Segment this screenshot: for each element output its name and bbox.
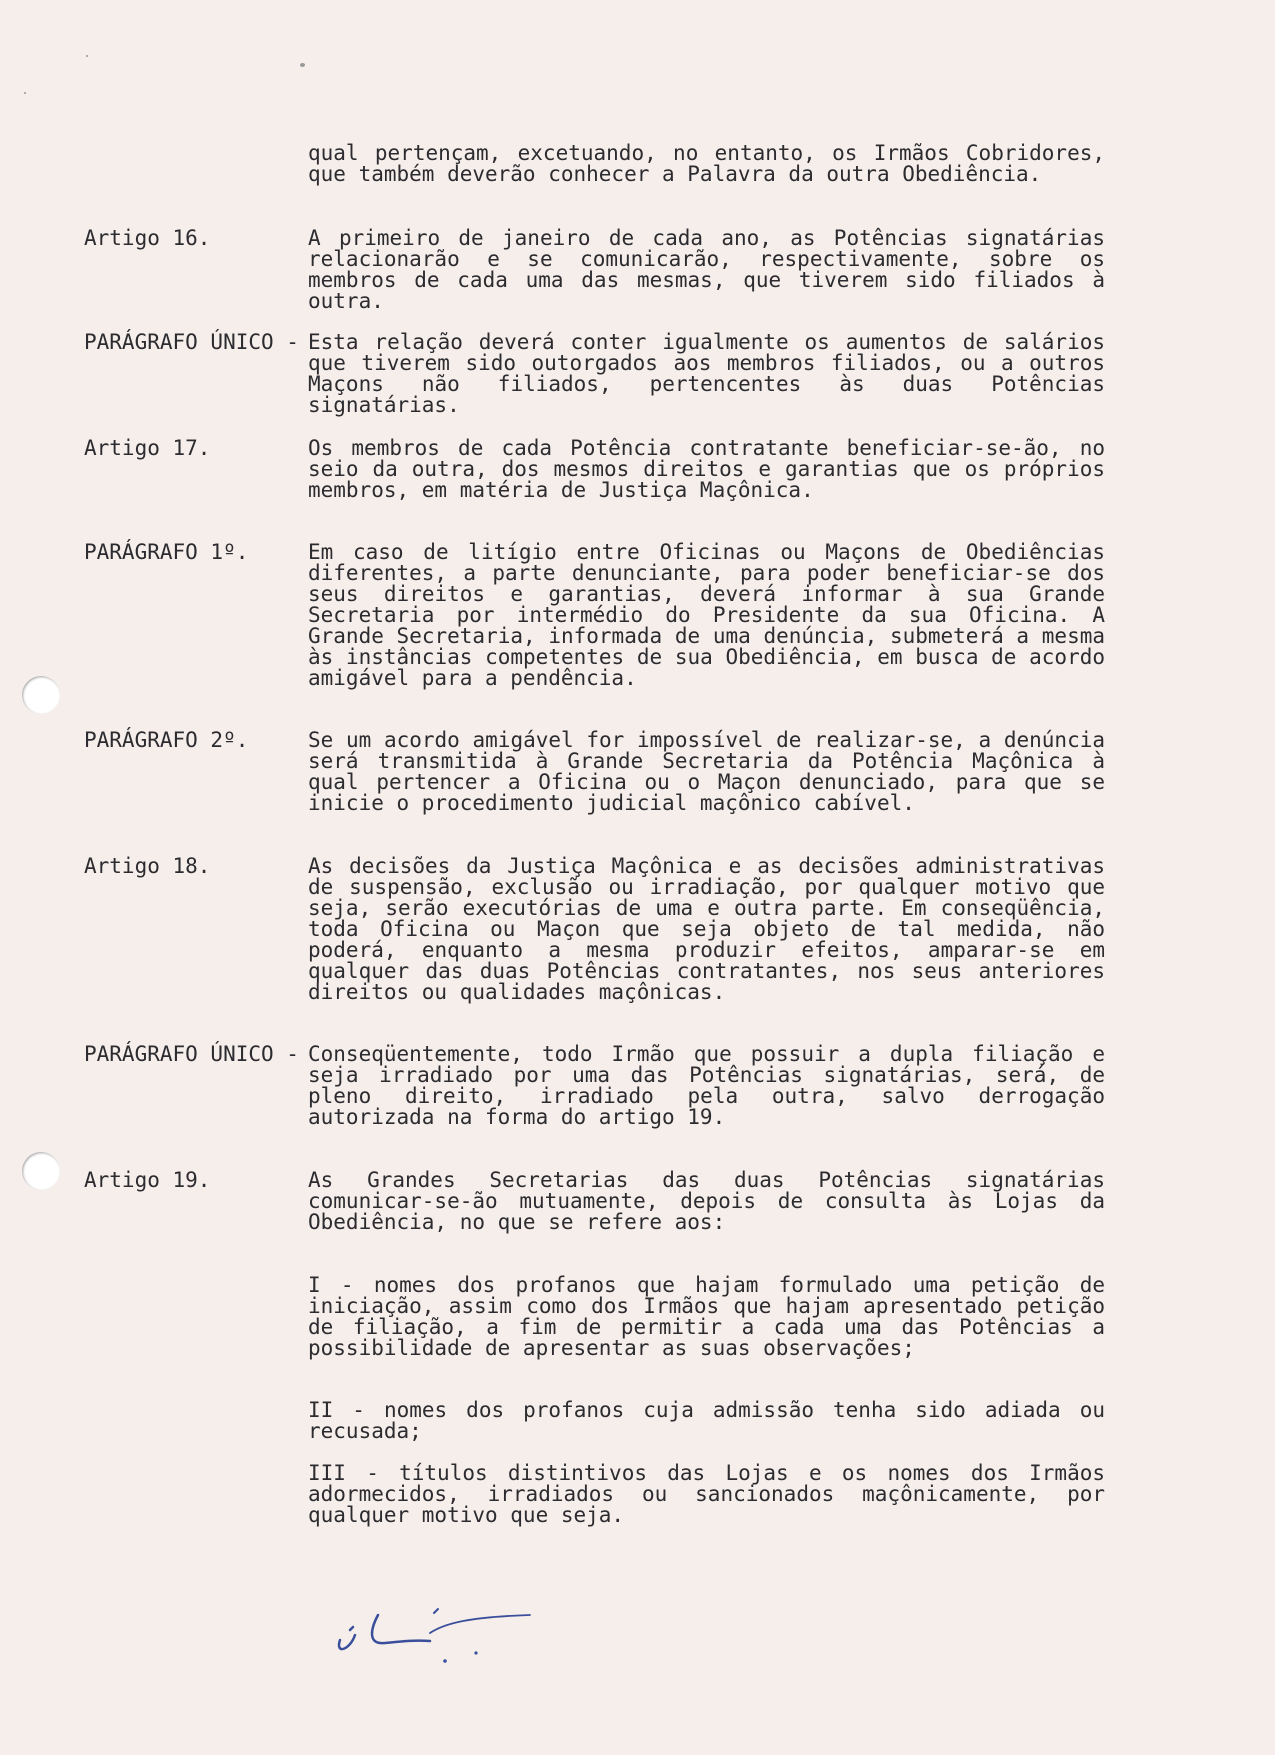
item-iii: [84, 1463, 1105, 1526]
paragraph-text: Em caso de litígio entre Oficinas ou Maçons de Obediências diferentes, a parte denunciante, para poder beneficiar-se dos seus direitos e garantias, deverá informar à sua Grande Secretaria por intermédio do Presidente da sua Oficina. A Grande Secretaria, informada de uma denúncia, submeterá a mesma às instâncias competentes de sua Obediência, em busca de acordo amigável para a pendência.: [308, 540, 1105, 690]
artigo-19: [84, 1170, 1105, 1233]
paper-speck: [86, 55, 88, 57]
paragraph-label: PARÁGRAFO 2º.: [84, 728, 249, 752]
paragraph-label: PARÁGRAFO ÚNICO -: [84, 1042, 299, 1066]
paper-speck: [24, 92, 26, 94]
paragrafo-unico-16: [84, 332, 1105, 416]
paragraph-text: Os membros de cada Potência contratante beneficiar-se-ão, no seio da outra, dos mesmos direitos e garantias que os próprios membros, em matéria de Justiça Maçônica.: [308, 436, 1105, 502]
paragraph-text: qual pertençam, excetuando, no entanto, os Irmãos Cobridores, que também deverão conhecer a Palavra da outra Obediência.: [308, 141, 1105, 186]
paragrafo-2: [84, 730, 1105, 814]
artigo-16: [84, 228, 1105, 312]
paragraph-continuation: [84, 143, 1105, 185]
paragraph-label: Artigo 19.: [84, 1168, 211, 1192]
punch-hole: [22, 676, 60, 714]
paragraph-label: PARÁGRAFO 1º.: [84, 540, 249, 564]
item-ii: [84, 1400, 1105, 1442]
paragraph-label: Artigo 18.: [84, 854, 211, 878]
artigo-18: [84, 856, 1105, 1003]
paragraph-text: II - nomes dos profanos cuja admissão tenha sido adiada ou recusada;: [308, 1398, 1105, 1443]
paragraph-text: Conseqüentemente, todo Irmão que possuir a dupla filiação e seja irradiado por uma das Potências signatárias, será, de pleno direito, irradiado pela outra, salvo derrogação autorizada na forma do artigo 19.: [308, 1042, 1105, 1129]
handwritten-signature: [330, 1585, 590, 1675]
paragraph-label: Artigo 17.: [84, 436, 211, 460]
paragraph-text: III - títulos distintivos das Lojas e os nomes dos Irmãos adormecidos, irradiados ou sancionados maçônicamente, por qualquer motivo que seja.: [308, 1461, 1105, 1527]
paragraph-label: Artigo 16.: [84, 226, 211, 250]
paragraph-text: I - nomes dos profanos que hajam formulado uma petição de iniciação, assim como dos Irmãos que hajam apresentado petição de filiação, a fim de permitir a cada uma das Potências a possibilidade de apresentar as suas observações;: [308, 1273, 1105, 1360]
paragraph-text: As Grandes Secretarias das duas Potências signatárias comunicar-se-ão mutuamente, depois de consulta às Lojas da Obediência, no que se refere aos:: [308, 1168, 1105, 1234]
paragraph-text: Esta relação deverá conter igualmente os aumentos de salários que tiverem sido outorgados aos membros filiados, ou a outros Maçons não filiados, pertencentes às duas Potências signatárias.: [308, 330, 1105, 417]
paragraph-label: PARÁGRAFO ÚNICO -: [84, 330, 299, 354]
punch-hole: [22, 1152, 60, 1190]
paragraph-text: As decisões da Justiça Maçônica e as decisões administrativas de suspensão, exclusão ou irradiação, por qualquer motivo que seja, serão executórias de uma e outra parte. Em conseqüência, toda Oficina ou Maçon que seja objeto de tal medida, não poderá, enquanto a mesma produzir efeitos, amparar-se em qualquer das duas Potências contratantes, nos seus anteriores direitos ou qualidades maçônicas.: [308, 854, 1105, 1004]
paper-speck: [300, 63, 305, 67]
paragrafo-1: [84, 542, 1105, 689]
paragrafo-unico-18: [84, 1044, 1105, 1128]
paragraph-text: A primeiro de janeiro de cada ano, as Potências signatárias relacionarão e se comunicarão, respectivamente, sobre os membros de cada uma das mesmas, que tiverem sido filiados à outra.: [308, 226, 1105, 313]
paragraph-text: Se um acordo amigável for impossível de realizar-se, a denúncia será transmitida à Grande Secretaria da Potência Maçônica à qual pertencer a Oficina ou o Maçon denunciado, para que se inicie o procedimento judicial maçônico cabível.: [308, 728, 1105, 815]
artigo-17: [84, 438, 1105, 501]
item-i: [84, 1275, 1105, 1359]
